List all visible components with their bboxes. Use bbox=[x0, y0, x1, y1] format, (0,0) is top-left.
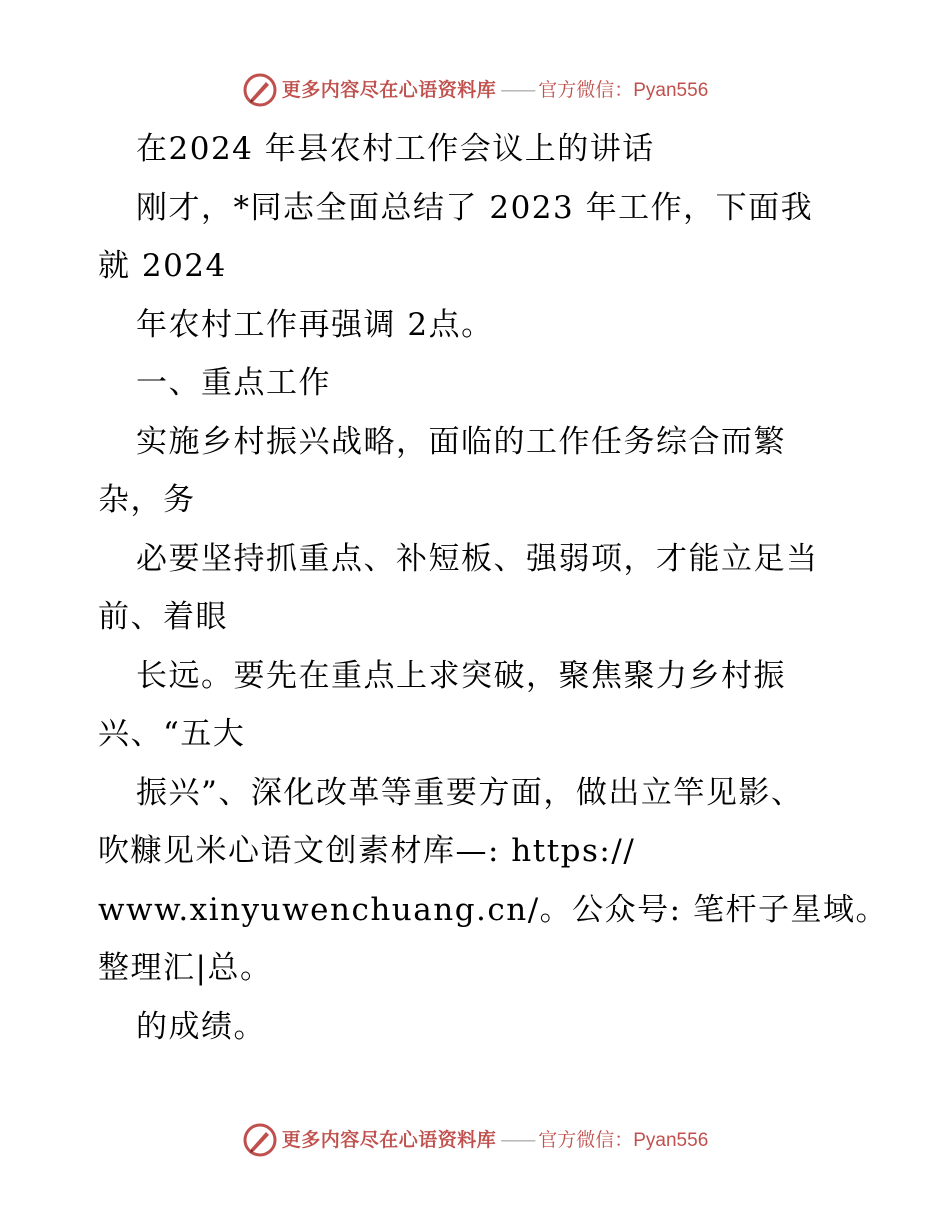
document-body bbox=[98, 120, 888, 1056]
banner-separator: —— bbox=[500, 1128, 535, 1151]
paragraph-line: 就 2024 bbox=[98, 248, 227, 284]
paragraph-line: 实施乡村振兴战略，面临的工作任务综合而繁 bbox=[136, 423, 786, 460]
paragraph-line: 前、着眼 bbox=[98, 599, 228, 635]
banner-brand: 更多内容尽在心语资料库 bbox=[281, 1128, 497, 1151]
section-heading: 一、重点工作 bbox=[136, 365, 331, 401]
paragraph-line: 吹糠见米心语文创素材库—: https:// bbox=[98, 833, 636, 869]
document-title: 在2024 年县农村工作会议上的讲话 bbox=[136, 131, 655, 167]
paragraph-line: 振兴”、深化改革等重要方面，做出立竿见影、 bbox=[136, 774, 804, 811]
paragraph-line: 长远。要先在重点上求突破，聚焦聚力乡村振 bbox=[136, 657, 786, 694]
banner-wechat-id: Pyan556 bbox=[633, 1129, 709, 1151]
pen-logo-icon bbox=[242, 1122, 278, 1158]
paragraph-line: 兴、“五大 bbox=[98, 716, 246, 752]
header-banner bbox=[0, 70, 950, 110]
paragraph-line: 刚才，*同志全面总结了 2023 年工作，下面我 bbox=[136, 189, 814, 226]
banner-official-label: 官方微信： bbox=[538, 1128, 634, 1151]
footer-banner bbox=[0, 1120, 950, 1160]
paragraph-line: 杂，务 bbox=[98, 482, 196, 518]
paragraph-line: 年农村工作再强调 2点。 bbox=[136, 306, 494, 343]
paragraph-line: 必要坚持抓重点、补短板、强弱项，才能立足当 bbox=[136, 540, 819, 577]
pen-logo-icon bbox=[242, 72, 278, 108]
banner-brand: 更多内容尽在心语资料库 bbox=[281, 78, 497, 101]
paragraph-line: www.xinyuwenchuang.cn/。公众号: 笔杆子星域。 bbox=[98, 891, 888, 928]
paragraph-line: 整理汇|总。 bbox=[98, 950, 273, 986]
banner-wechat-id: Pyan556 bbox=[633, 79, 709, 101]
paragraph-line: 的成绩。 bbox=[136, 1008, 266, 1045]
banner-separator: —— bbox=[500, 78, 535, 101]
banner-official-label: 官方微信： bbox=[538, 78, 634, 101]
